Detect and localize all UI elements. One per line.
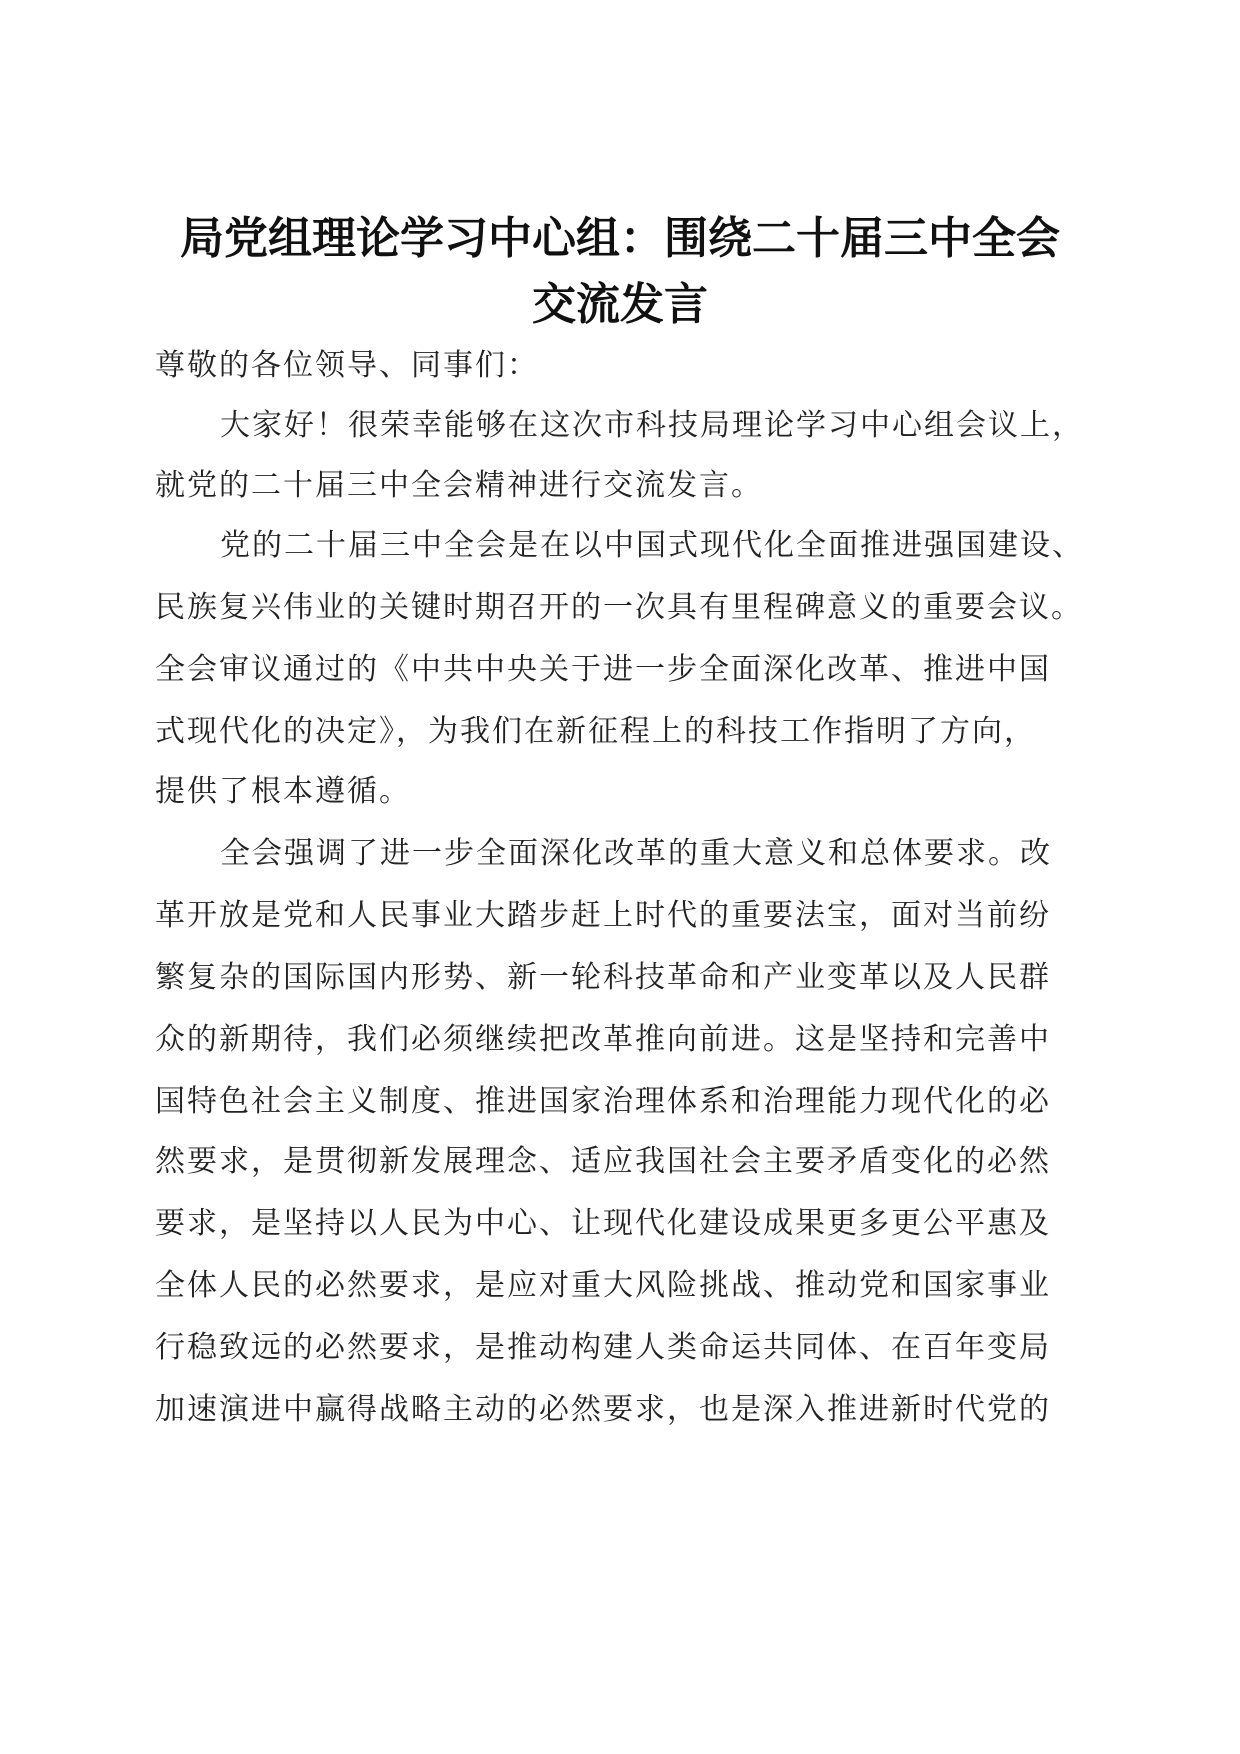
paragraph-line: 然要求，是贯彻新发展理念、适应我国社会主要矛盾变化的必然 <box>155 1144 1051 1179</box>
paragraph-line: 全会审议通过的《中共中央关于进一步全面深化改革、推进中国 <box>155 652 1051 687</box>
paragraph-line: 全体人民的必然要求，是应对重大风险挑战、推动党和国家事业 <box>155 1268 1051 1303</box>
paragraph-line: 大家好！很荣幸能够在这次市科技局理论学习中心组会议上， <box>220 408 1084 443</box>
paragraph-line: 全会强调了进一步全面深化改革的重大意义和总体要求。改 <box>220 836 1052 871</box>
document-title-line-1: 局党组理论学习中心组：围绕二十届三中全会 <box>180 213 1060 264</box>
paragraph-line: 革开放是党和人民事业大踏步赶上时代的重要法宝，面对当前纷 <box>155 898 1051 933</box>
paragraph-line: 加速演进中赢得战略主动的必然要求，也是深入推进新时代党的 <box>155 1392 1051 1427</box>
paragraph-line: 民族复兴伟业的关键时期召开的一次具有里程碑意义的重要会议。 <box>155 590 1083 625</box>
paragraph-line: 国特色社会主义制度、推进国家治理体系和治理能力现代化的必 <box>155 1084 1051 1119</box>
paragraph-line: 众的新期待，我们必须继续把改革推向前进。这是坚持和完善中 <box>155 1022 1051 1057</box>
document-title-line-2: 交流发言 <box>532 279 708 330</box>
paragraph-line: 繁复杂的国际国内形势、新一轮科技革命和产业变革以及人民群 <box>155 960 1051 995</box>
paragraph-line: 党的二十届三中全会是在以中国式现代化全面推进强国建设、 <box>220 528 1084 563</box>
paragraph-line: 行稳致远的必然要求，是推动构建人类命运共同体、在百年变局 <box>155 1330 1051 1365</box>
paragraph-line: 式现代化的决定》，为我们在新征程上的科技工作指明了方向， <box>155 714 1036 749</box>
salutation: 尊敬的各位领导、同事们： <box>155 348 539 383</box>
paragraph-line: 提供了根本遵循。 <box>155 774 411 809</box>
paragraph-line: 要求，是坚持以人民为中心、让现代化建设成果更多更公平惠及 <box>155 1206 1051 1241</box>
paragraph-line: 就党的二十届三中全会精神进行交流发言。 <box>155 468 763 503</box>
